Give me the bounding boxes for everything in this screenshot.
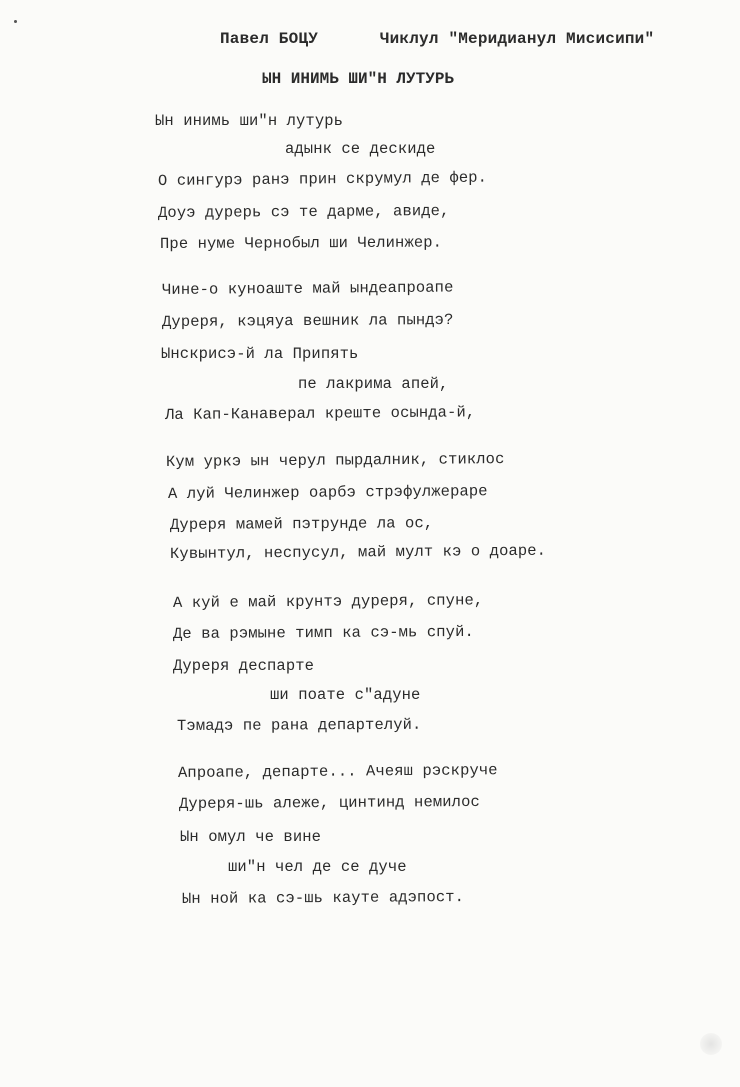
poem-line: Дуреря деспарте	[173, 657, 315, 675]
poem-line: А луй Челинжер оарбэ стрэфулжераре	[167, 482, 488, 503]
poem-line: А куй е май крунтэ дуреря, спуне,	[172, 591, 484, 612]
poem-line: Пре нуме Чернобыл ши Челинжер.	[159, 233, 443, 253]
poem-line: Ын инимь ши"н лутурь	[155, 112, 344, 130]
poem-line: ши"н чел де се дуче	[228, 858, 407, 876]
poem-line: Чине-о куноаште май ындеапроапе	[161, 278, 454, 299]
document-header	[220, 30, 654, 48]
poem-line: ши поате с"адуне	[270, 686, 421, 704]
poem-line: Ынскрисэ-й ла Припять	[161, 345, 359, 363]
poem-line: Кум уркэ ын черул пырдалник, стиклос	[165, 450, 505, 471]
poem-line: Доуэ дурерь сэ те дарме, авиде,	[157, 201, 450, 222]
poem-line: Ла Кап-Канаверал креште осындa-й,	[164, 403, 476, 424]
poem-line: Кувынтул, неспусул, май мулт кэ о доаре.	[169, 541, 547, 563]
poem-line: Апроапе, департе... Ачеяш рэскруче	[177, 761, 498, 782]
poem-line: Дуреря, кэцяуа вешник ла пындэ?	[161, 310, 454, 331]
poem-line: О сингурэ ранэ прин скрумул де фер.	[157, 168, 488, 190]
poem-line: Тэмадэ пе рана департелуй.	[176, 715, 422, 735]
poem-line: Ын ной ка сэ-шь кауте адэпост.	[181, 888, 465, 908]
poem-line: Дуреря-шь алеже, цинтинд немилос	[178, 792, 480, 813]
poem-title: ЫН ИНИМЬ ШИ"Н ЛУТУРЬ	[262, 70, 455, 88]
speck	[14, 20, 17, 23]
paper-stain	[700, 1033, 722, 1055]
poem-line: Де ва рэмыне тимп ка сэ-мь спуй.	[172, 622, 474, 643]
poem-line: Ын омул че вине	[180, 828, 322, 846]
author-name: Павел БОЦУ	[220, 30, 319, 48]
poem-line: Дуреря мамей пэтрунде ла ос,	[169, 514, 434, 534]
poem-line: адынк се дескиде	[285, 140, 436, 158]
poem-line: пе лакрима апей,	[298, 375, 449, 393]
cycle-title: Чиклул "Меридианул Мисисипи"	[379, 30, 655, 48]
